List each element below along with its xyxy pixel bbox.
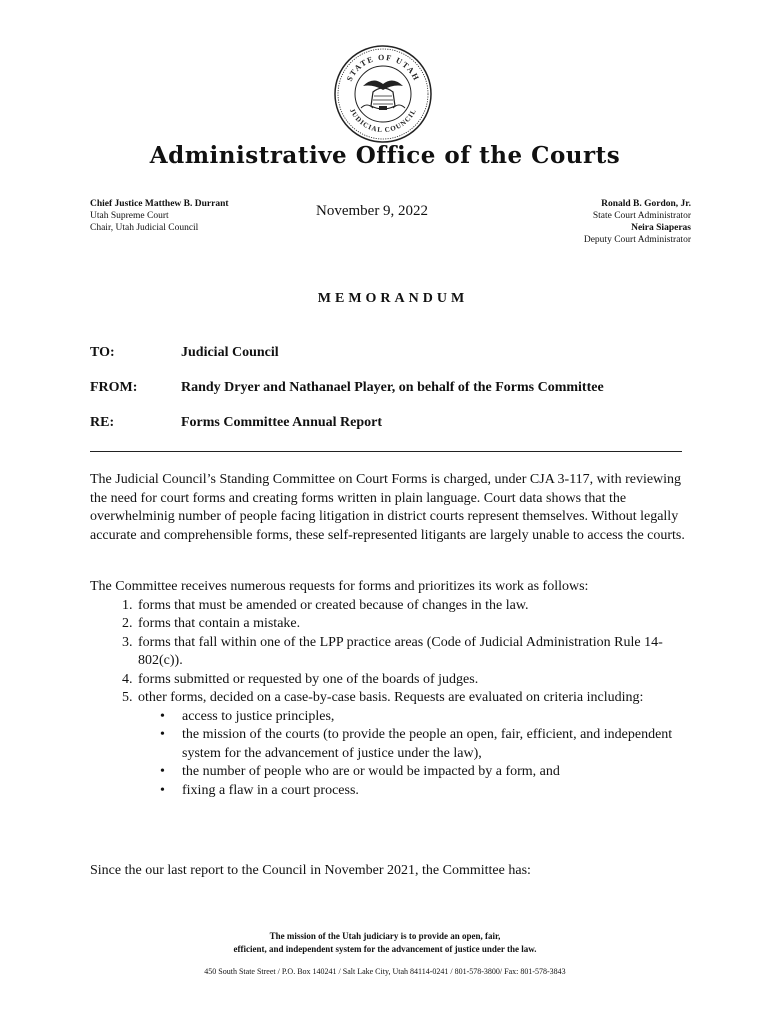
intro-paragraph: The Judicial Council’s Standing Committee on Court Forms is charged, under CJA 3-117, with reviewing the need for court forms and creating forms written in plain language. Court data shows that the overwhelminig number of people facing litigation in district courts represent themselves. Without legally accurate and comprehensible forms, these self-represented litigants are largely unable to access the courts. (90, 472, 685, 543)
to-value: Judicial Council (181, 345, 279, 360)
footer-address: 450 South State Street / P.O. Box 140241 / Salt Lake City, Utah 84114-0241 / 801-578-3800/ Fax: 801-578-3843 (204, 967, 566, 976)
priority-item-text: other forms, decided on a case-by-case basis. Requests are evaluated on criteria including: (138, 690, 644, 705)
criteria-text: fixing a flaw in a court process. (182, 782, 359, 798)
re-label: RE: (90, 415, 115, 430)
criteria-item (160, 726, 685, 763)
header-divider (90, 451, 682, 452)
seal-text-top: STATE OF UTAH (344, 52, 422, 83)
administrator-name: Ronald B. Gordon, Jr. (601, 199, 691, 209)
from-value: Randy Dryer and Nathanael Player, on behalf of the Forms Committee (181, 380, 604, 395)
criteria-item (160, 763, 685, 782)
priority-item: 3. forms that fall within one of the LPP practice areas (Code of Judicial Administration Rule 14-802(c)). (136, 634, 685, 671)
footer-mission-line1: The mission of the Utah judiciary is to provide an open, fair, (269, 931, 501, 941)
svg-text:JUDICIAL COUNCIL (348, 107, 418, 134)
priorities-list (90, 597, 685, 801)
priority-item: 2. forms that contain a mistake. (136, 615, 685, 634)
criteria-text: the number of people who are or would be impacted by a form, and (182, 764, 560, 779)
administrator-title: State Court Administrator (592, 211, 691, 221)
bullet-icon: • (160, 708, 165, 724)
priority-item-other (136, 689, 685, 800)
criteria-text: access to justice principles, (182, 708, 335, 724)
deputy-name: Neira Siaperas (631, 223, 691, 233)
criteria-text: the mission of the courts (to provide the people an open, fair, efficient, and independent system for the advancement of justice under the law), (182, 727, 673, 761)
bullet-icon: • (160, 782, 165, 798)
criteria-item (160, 782, 685, 801)
summary-lead-paragraph: Since the our last report to the Council in November 2021, the Committee has: (90, 863, 531, 878)
footer-mission (0, 930, 770, 956)
chief-justice-block (90, 198, 229, 234)
judicial-council-seal (333, 44, 433, 144)
priorities-section (90, 578, 685, 800)
chief-justice-court: Utah Supreme Court (90, 211, 169, 221)
office-title: Administrative Office of the Courts (149, 142, 621, 169)
to-label: TO: (90, 345, 115, 360)
chief-justice-name: Chief Justice Matthew B. Durrant (90, 199, 229, 209)
criteria-list (138, 708, 685, 801)
priorities-intro: The Committee receives numerous requests for forms and prioritizes its work as follows: (90, 579, 589, 594)
bullet-icon: • (160, 727, 165, 742)
footer-mission-line2: efficient, and independent system for the advancement of justice under the law. (233, 944, 537, 954)
priority-item: 1. forms that must be amended or created because of changes in the law. (136, 597, 685, 616)
priority-item: 4. forms submitted or requested by one of the boards of judges. (136, 671, 685, 690)
deputy-title: Deputy Court Administrator (583, 235, 691, 245)
chief-justice-title: Chair, Utah Judicial Council (90, 223, 199, 233)
criteria-item (160, 708, 685, 727)
administrator-block (584, 198, 691, 246)
seal-text-bottom: JUDICIAL COUNCIL (347, 107, 419, 135)
re-value: Forms Committee Annual Report (181, 415, 383, 430)
from-label: FROM: (90, 380, 138, 395)
memo-heading: MEMORANDUM (317, 291, 469, 306)
bullet-icon: • (160, 764, 165, 779)
memo-date: November 9, 2022 (316, 203, 429, 219)
